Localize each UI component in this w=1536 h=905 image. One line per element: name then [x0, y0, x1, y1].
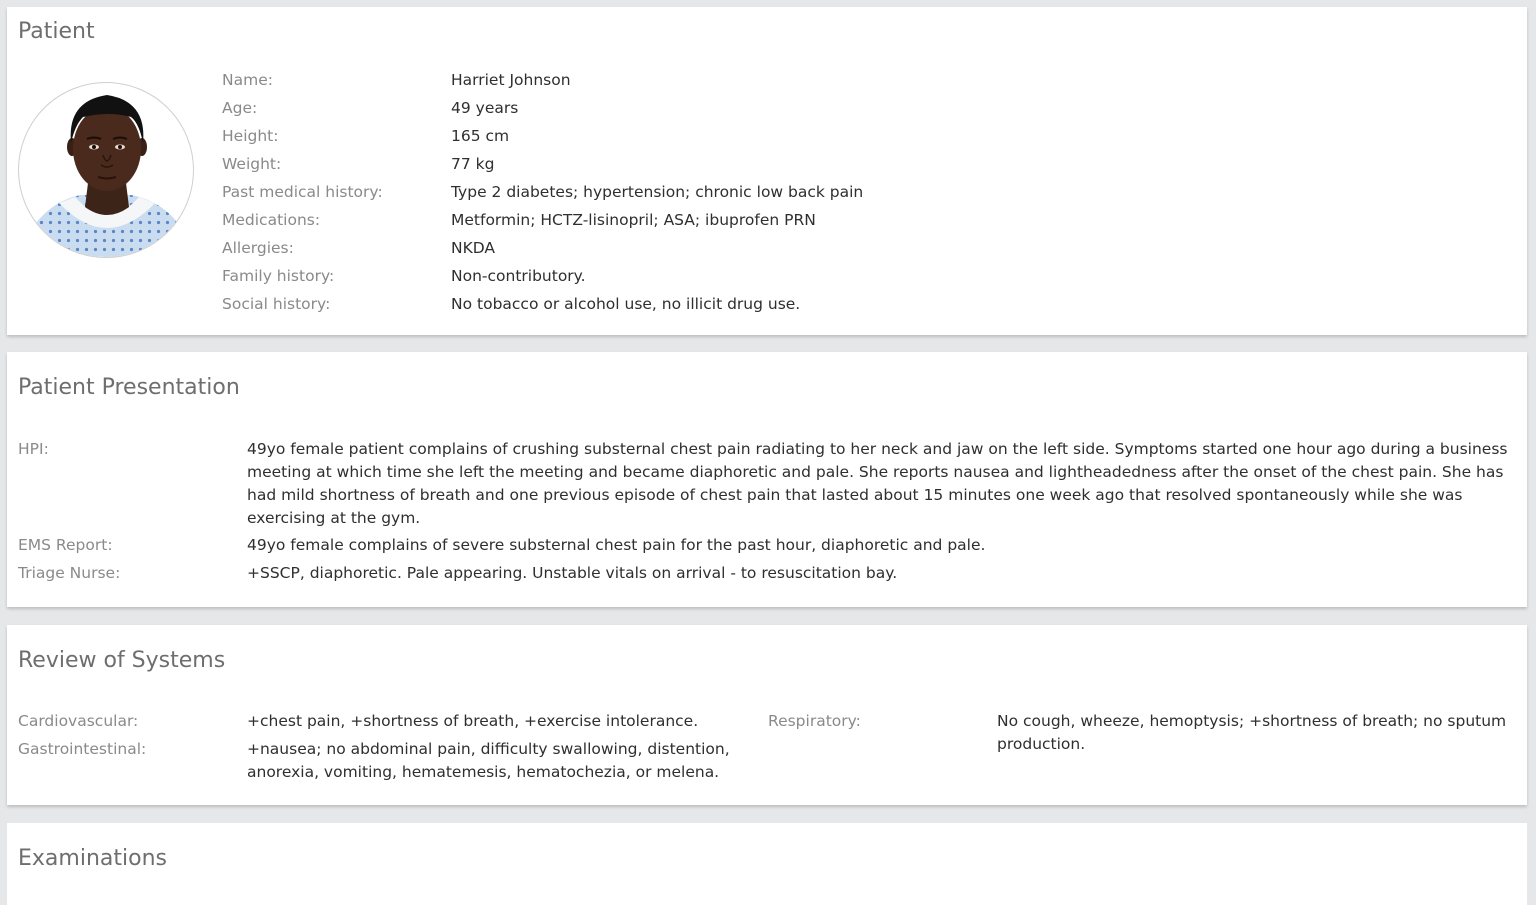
triage-nurse-label: Triage Nurse: — [18, 564, 121, 582]
medications-value: Metformin; HCTZ-lisinopril; ASA; ibuprofen PRN — [451, 211, 816, 229]
gastrointestinal-label: Gastrointestinal: — [18, 740, 147, 758]
presentation-panel — [7, 352, 1527, 607]
ems-report-value: 49yo female complains of severe substernal chest pain for the past hour, diaphoretic and pale. — [247, 536, 986, 554]
ems-report-label: EMS Report: — [18, 536, 113, 554]
ros-panel — [7, 625, 1527, 805]
age-value: 49 years — [451, 99, 519, 117]
name-value: Harriet Johnson — [451, 71, 571, 89]
age-label: Age: — [222, 99, 258, 117]
patient-panel — [7, 7, 1527, 335]
presentation-panel-title: Patient Presentation — [18, 375, 240, 400]
hpi-label: HPI: — [18, 440, 49, 458]
triage-nurse-value: +SSCP, diaphoretic. Pale appearing. Unstable vitals on arrival - to resuscitation bay. — [247, 564, 898, 582]
allergies-value: NKDA — [451, 239, 496, 257]
family-history-label: Family history: — [222, 267, 335, 285]
examinations-panel[interactable] — [7, 823, 1527, 905]
social-history-label: Social history: — [222, 295, 331, 313]
name-label: Name: — [222, 71, 273, 89]
gastrointestinal-value: +nausea; no abdominal pain, difficulty swallowing, distention, anorexia, vomiting, hematemesis, hematochezia, or melena. — [247, 740, 730, 781]
weight-label: Weight: — [222, 155, 282, 173]
social-history-value: No tobacco or alcohol use, no illicit drug use. — [451, 295, 801, 313]
respiratory-label: Respiratory: — [768, 712, 861, 730]
patient-avatar-image — [19, 83, 193, 257]
weight-value: 77 kg — [451, 155, 495, 173]
cardiovascular-value: +chest pain, +shortness of breath, +exercise intolerance. — [247, 712, 699, 730]
family-history-value: Non-contributory. — [451, 267, 586, 285]
hpi-value: 49yo female patient complains of crushing substernal chest pain radiating to her neck and jaw on the left side. Symptoms started one hour ago during a business meeting at which time she left the meeting and became diaphoretic and pale. She reports nausea and lightheadedness after the onset of the chest pain. She has had mild shortness of breath and one previous episode of chest pain that lasted about 15 minutes one week ago that resolved spontaneously while she was exercising at the gym. — [247, 440, 1508, 527]
allergies-label: Allergies: — [222, 239, 294, 257]
medications-label: Medications: — [222, 211, 321, 229]
height-value: 165 cm — [451, 127, 510, 145]
pmh-value: Type 2 diabetes; hypertension; chronic low back pain — [451, 183, 864, 201]
examinations-panel-title[interactable]: Examinations — [18, 846, 167, 871]
respiratory-value: No cough, wheeze, hemoptysis; +shortness of breath; no sputum production. — [997, 712, 1507, 753]
patient-avatar — [18, 82, 194, 258]
patient-panel-title: Patient — [18, 19, 95, 44]
height-label: Height: — [222, 127, 279, 145]
pmh-label: Past medical history: — [222, 183, 383, 201]
cardiovascular-label: Cardiovascular: — [18, 712, 139, 730]
ros-panel-title: Review of Systems — [18, 648, 226, 673]
